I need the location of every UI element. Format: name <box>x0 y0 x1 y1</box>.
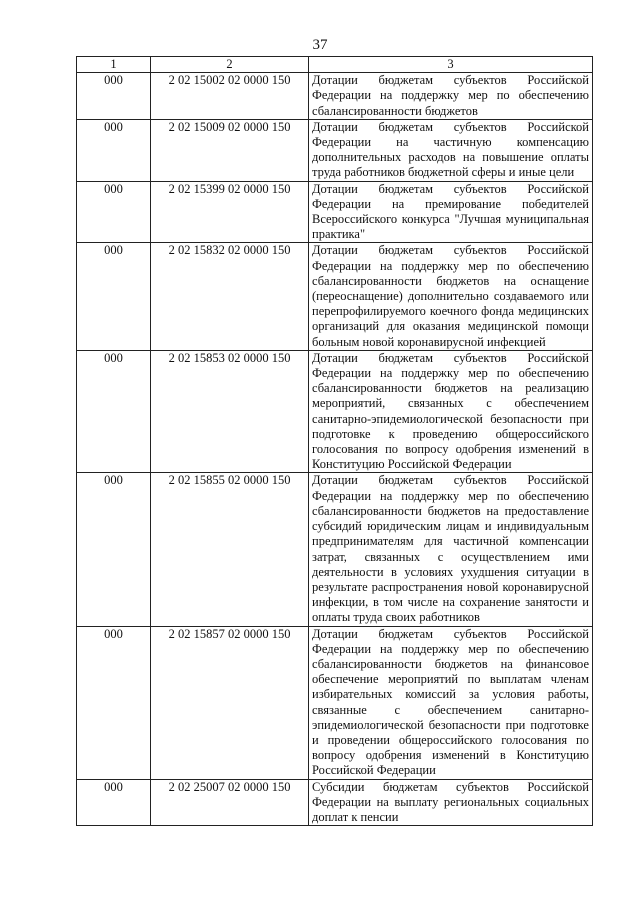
budget-code-cell: 2 02 15853 02 0000 150 <box>151 350 309 473</box>
column-header: 1 <box>77 57 151 73</box>
table-row <box>77 181 593 243</box>
income-name-cell: Дотации бюджетам субъектов Российской Федерации на поддержку мер по обеспечению сбалансированности бюджетов на предоставление субсидий юридическим лицам и индивидуальным предпринимателям для частичной компенсации затрат, связанных с осуществлением ими деятельности в условиях ухудшения ситуации в результате распространения новой коронавирусной инфекции, в том числе на сохранение занятости и оплаты труда своих работников <box>309 473 593 626</box>
page-number: 37 <box>312 37 328 53</box>
table-row <box>77 350 593 473</box>
table-row <box>77 779 593 826</box>
income-name-cell: Дотации бюджетам субъектов Российской Федерации на поддержку мер по обеспечению сбалансированности бюджетов на реализацию мероприятий, связанных с обеспечением санитарно-эпидемиологической безопасности при подготовке к проведению общероссийского голосования по вопросу одобрения изменений в Конституцию Российской Федерации <box>309 350 593 473</box>
admin-code-cell: 000 <box>77 779 151 826</box>
admin-code-cell: 000 <box>77 626 151 779</box>
budget-code-cell: 2 02 15832 02 0000 150 <box>151 243 309 350</box>
income-name-cell: Дотации бюджетам субъектов Российской Федерации на поддержку мер по обеспечению сбалансированности бюджетов на финансовое обеспечение мероприятий по выплатам членам избирательных комиссий за условия работы, связанные с обеспечением санитарно-эпидемиологической безопасности при подготовке и проведении общероссийского голосования по вопросу одобрения изменений в Конституцию Российской Федерации <box>309 626 593 779</box>
column-header: 3 <box>309 57 593 73</box>
admin-code-cell: 000 <box>77 73 151 120</box>
budget-classification-table <box>76 56 593 826</box>
budget-code-cell: 2 02 15399 02 0000 150 <box>151 181 309 243</box>
table-row <box>77 119 593 181</box>
admin-code-cell: 000 <box>77 119 151 181</box>
admin-code-cell: 000 <box>77 181 151 243</box>
column-header: 2 <box>151 57 309 73</box>
table-body <box>77 73 593 826</box>
budget-code-cell: 2 02 25007 02 0000 150 <box>151 779 309 826</box>
table-row <box>77 473 593 626</box>
income-name-cell: Субсидии бюджетам субъектов Российской Федерации на выплату региональных социальных доплат к пенсии <box>309 779 593 826</box>
income-name-cell: Дотации бюджетам субъектов Российской Федерации на поддержку мер по обеспечению сбалансированности бюджетов <box>309 73 593 120</box>
income-name-cell: Дотации бюджетам субъектов Российской Федерации на поддержку мер по обеспечению сбалансированности бюджетов на оснащение (переоснащение) дополнительно создаваемого или перепрофилируемого коечного фонда медицинских организаций для оказания медицинской помощи больным новой коронавирусной инфекцией <box>309 243 593 350</box>
budget-code-cell: 2 02 15009 02 0000 150 <box>151 119 309 181</box>
table-row <box>77 626 593 779</box>
admin-code-cell: 000 <box>77 350 151 473</box>
admin-code-cell: 000 <box>77 473 151 626</box>
header-row <box>77 57 593 73</box>
budget-code-cell: 2 02 15002 02 0000 150 <box>151 73 309 120</box>
budget-code-cell: 2 02 15855 02 0000 150 <box>151 473 309 626</box>
income-name-cell: Дотации бюджетам субъектов Российской Федерации на премирование победителей Всероссийского конкурса "Лучшая муниципальная практика" <box>309 181 593 243</box>
table-row <box>77 243 593 350</box>
table-header <box>77 57 593 73</box>
admin-code-cell: 000 <box>77 243 151 350</box>
income-name-cell: Дотации бюджетам субъектов Российской Федерации на частичную компенсацию дополнительных расходов на повышение оплаты труда работников бюджетной сферы и иные цели <box>309 119 593 181</box>
table-row <box>77 73 593 120</box>
budget-code-cell: 2 02 15857 02 0000 150 <box>151 626 309 779</box>
